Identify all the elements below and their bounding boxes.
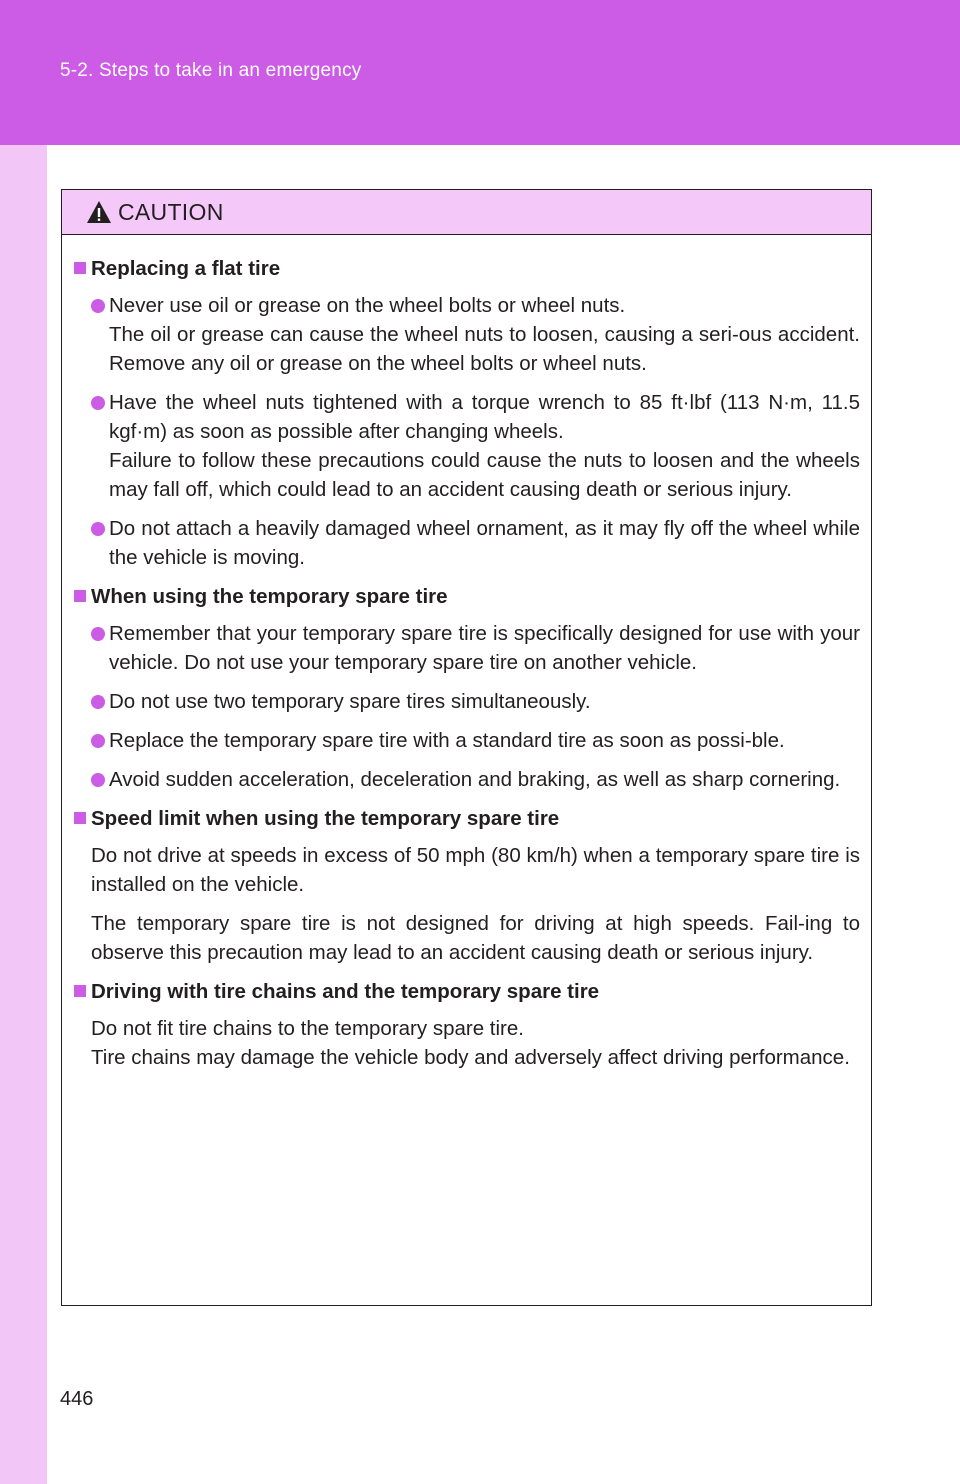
caution-title: CAUTION: [118, 199, 224, 225]
bullet-text: Remember that your temporary spare tire is specifically designed for use with your vehicle. Do not use your temporary spare tire on another vehicle.: [109, 622, 860, 674]
circle-bullet-icon: [91, 299, 105, 313]
section-heading: When using the temporary spare tire: [74, 582, 860, 611]
side-strip: [0, 145, 47, 1484]
bullet-item: [74, 514, 860, 572]
bullet-text: Never use oil or grease on the wheel bolts or wheel nuts.: [109, 294, 626, 317]
circle-bullet-icon: [91, 773, 105, 787]
section-heading: Replacing a flat tire: [74, 254, 860, 283]
section-temporary-spare-tire: [74, 582, 860, 794]
bullet-text: Do not use two temporary spare tires simultaneously.: [109, 690, 591, 713]
header-bar: [0, 0, 960, 145]
bullet-item: [74, 388, 860, 504]
section-heading: Driving with tire chains and the temporary spare tire: [74, 977, 860, 1006]
circle-bullet-icon: [91, 396, 105, 410]
paragraph-line: Tire chains may damage the vehicle body and adversely affect driving performance.: [91, 1046, 850, 1069]
section-heading: Speed limit when using the temporary spare tire: [74, 804, 860, 833]
bullet-item: [74, 291, 860, 378]
bullet-text: Do not attach a heavily damaged wheel ornament, as it may fly off the wheel while the vehicle is moving.: [109, 517, 860, 569]
bullet-detail: The oil or grease can cause the wheel nuts to loosen, causing a seri-ous accident. Remove any oil or grease on the wheel bolts or wheel nuts.: [109, 323, 860, 375]
square-bullet-icon: [74, 262, 86, 274]
section-tire-chains: [74, 977, 860, 1072]
circle-bullet-icon: [91, 522, 105, 536]
paragraph: [74, 1014, 860, 1072]
circle-bullet-icon: [91, 695, 105, 709]
caution-header: [62, 190, 871, 235]
paragraph: The temporary spare tire is not designed for driving at high speeds. Fail-ing to observe this precaution may lead to an accident causing death or serious injury.: [91, 912, 860, 964]
bullet-text: Avoid sudden acceleration, deceleration and braking, as well as sharp cornering.: [109, 768, 841, 791]
square-bullet-icon: [74, 590, 86, 602]
bullet-text: Have the wheel nuts tightened with a torque wrench to 85 ft·lbf (113 N·m, 11.5 kgf·m) as soon as possible after changing wheels.: [109, 391, 860, 443]
caution-body: [74, 254, 860, 1082]
circle-bullet-icon: [91, 734, 105, 748]
header-title: 5-2. Steps to take in an emergency: [60, 60, 362, 81]
square-bullet-icon: [74, 985, 86, 997]
bullet-item: [74, 765, 860, 794]
paragraph-line: Do not fit tire chains to the temporary spare tire.: [91, 1017, 524, 1040]
bullet-item: [74, 619, 860, 677]
section-replacing-flat-tire: [74, 254, 860, 572]
page-number: 446: [60, 1388, 94, 1410]
bullet-item: [74, 726, 860, 755]
warning-triangle-icon: [86, 200, 112, 224]
caution-box: [61, 189, 872, 1306]
square-bullet-icon: [74, 812, 86, 824]
bullet-detail: Failure to follow these precautions could cause the nuts to loosen and the wheels may fall off, which could lead to an accident causing death or serious injury.: [109, 449, 860, 501]
bullet-text: Replace the temporary spare tire with a standard tire as soon as possi-ble.: [109, 729, 785, 752]
section-speed-limit: [74, 804, 860, 967]
paragraph: Do not drive at speeds in excess of 50 mph (80 km/h) when a temporary spare tire is installed on the vehicle.: [91, 844, 860, 896]
circle-bullet-icon: [91, 627, 105, 641]
bullet-item: [74, 687, 860, 716]
